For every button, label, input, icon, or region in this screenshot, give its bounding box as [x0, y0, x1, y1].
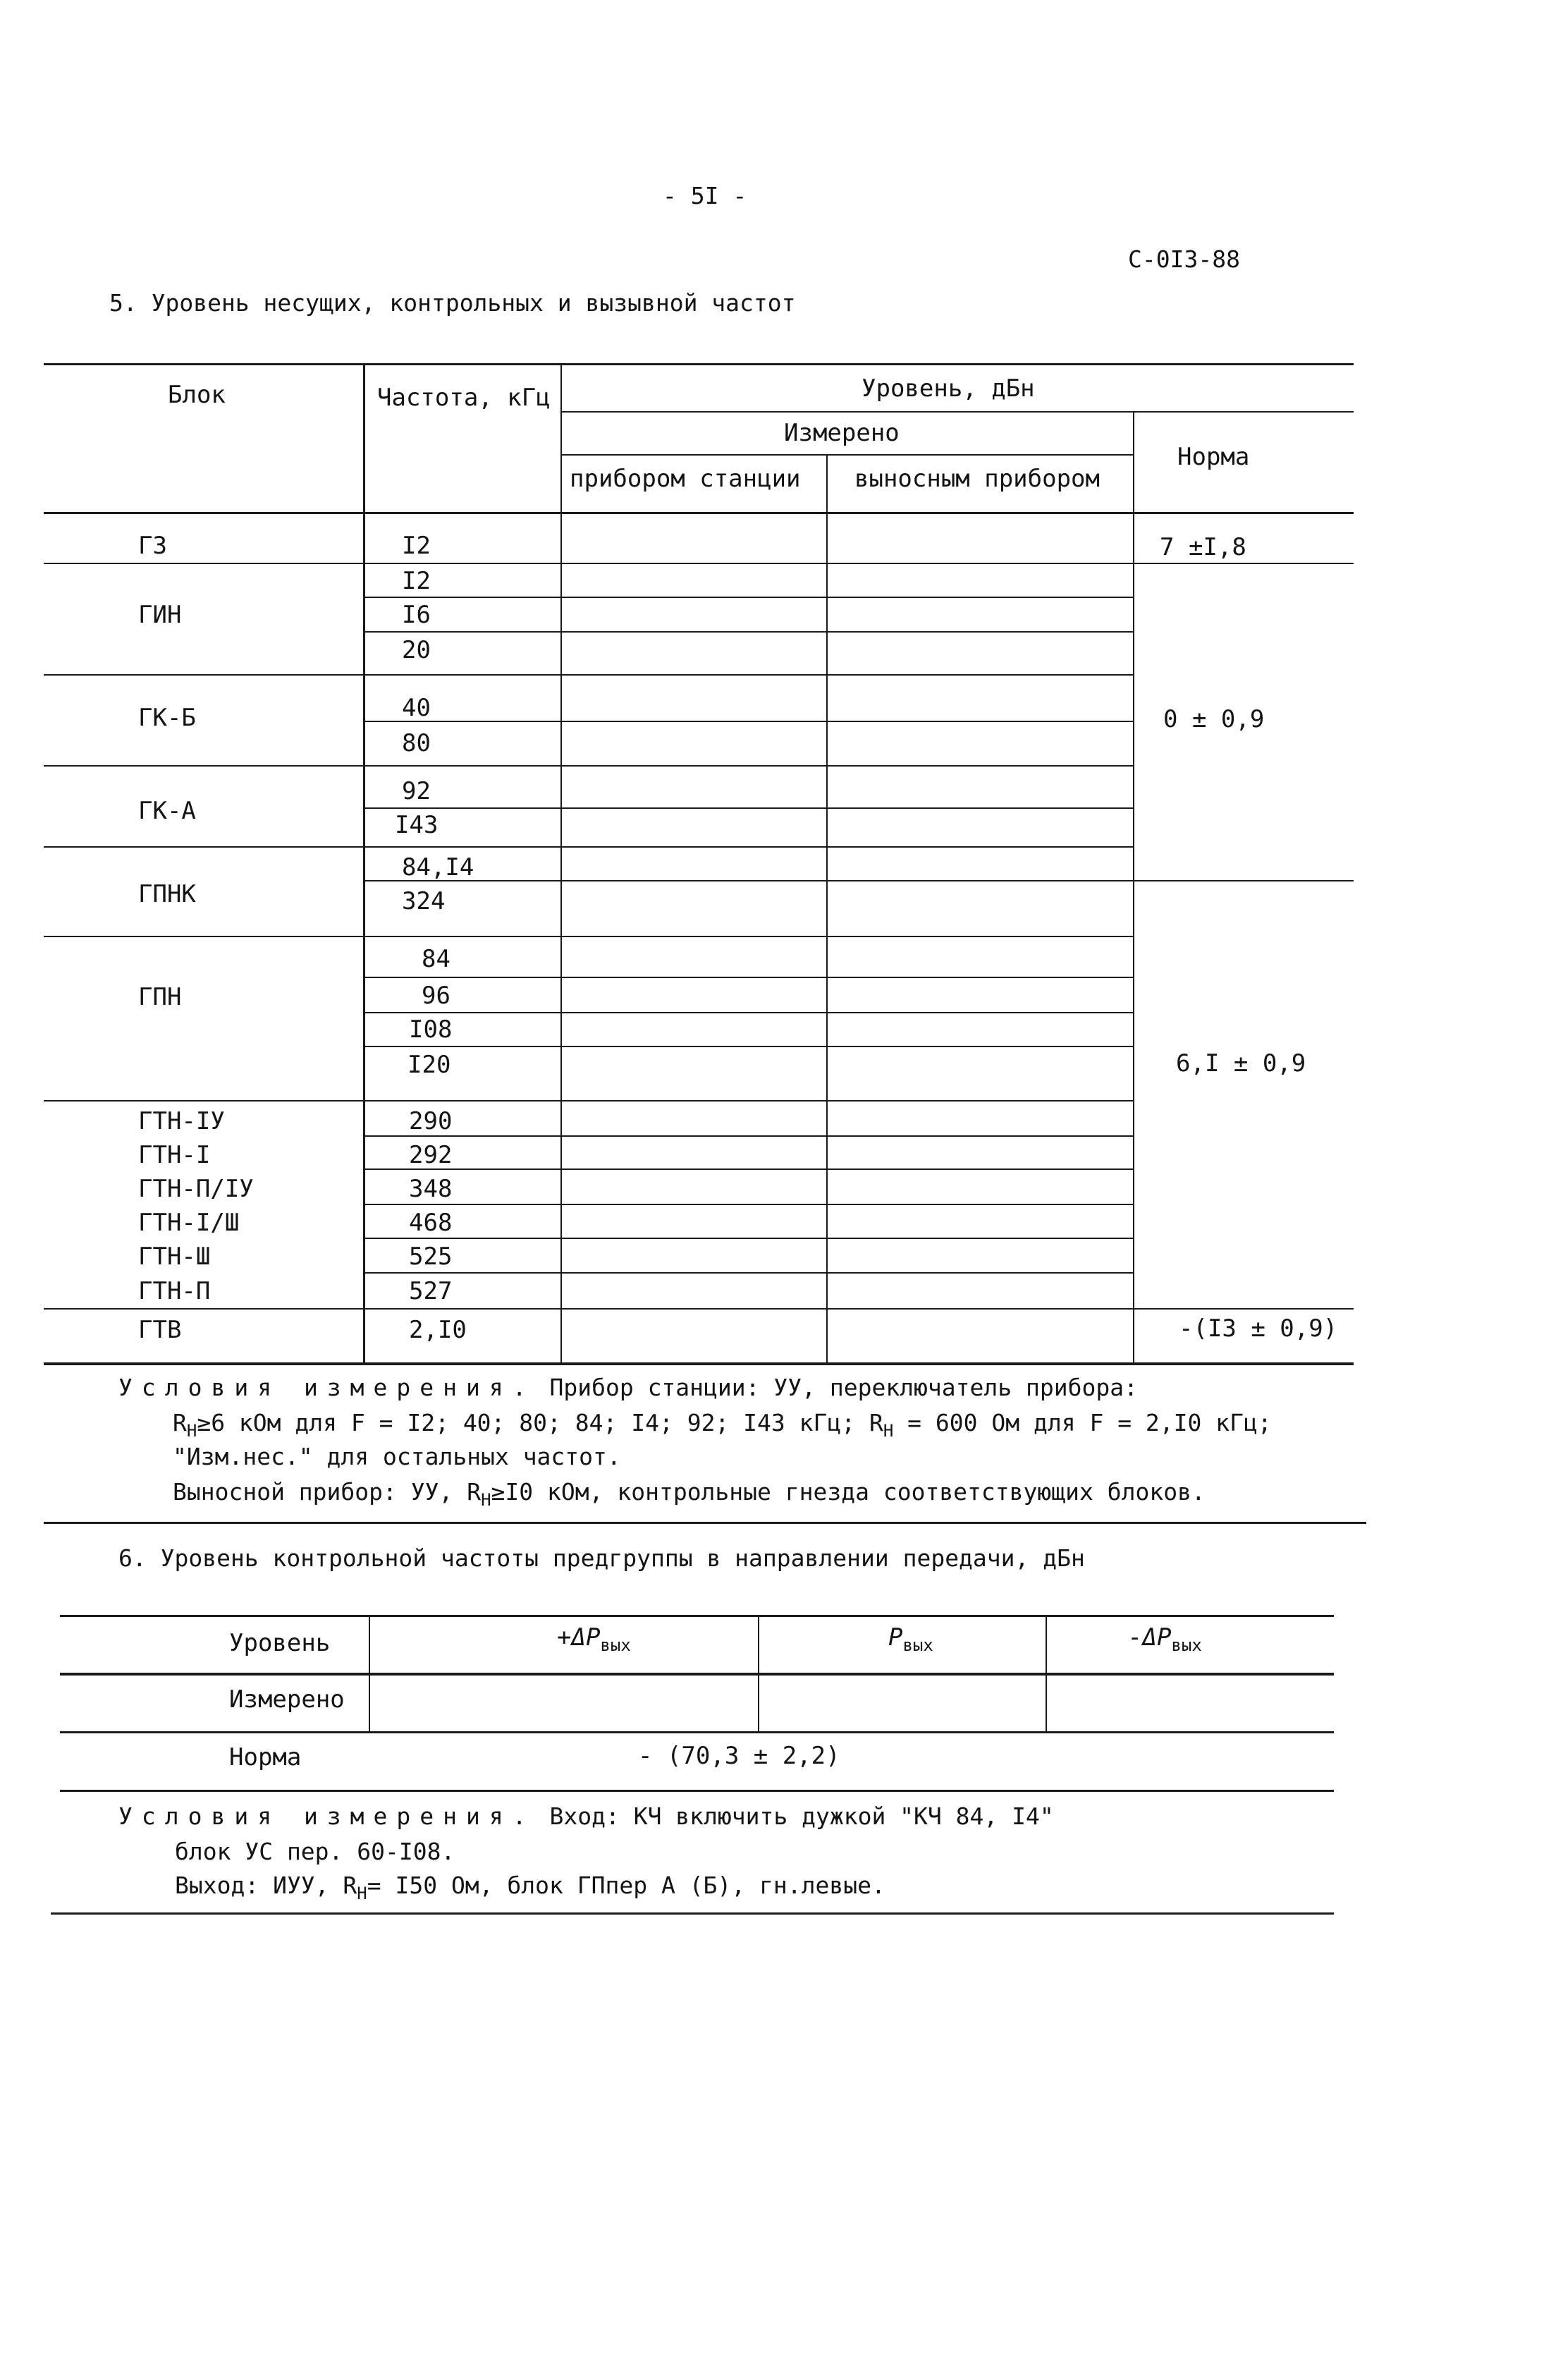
section5-conditions-line3: "Изм.нес." для остальных частот.: [173, 1443, 621, 1470]
block-name: ГТН-I/Ш: [138, 1209, 240, 1237]
block-name: ГПН: [138, 983, 182, 1011]
frequency-cell: 80: [402, 729, 431, 757]
col-header-frequency: Частота, кГц: [377, 384, 551, 412]
col-header-norm: Норма: [1177, 443, 1250, 471]
page-number: - 5I -: [663, 182, 747, 209]
frequency-cell: 84: [422, 945, 450, 973]
frequency-cell: 84,I4: [402, 853, 474, 881]
conditions-label: Условия измерения.: [118, 1802, 536, 1830]
section5-conditions-line2: [173, 1409, 1272, 1441]
conditions-text: = 600 Ом для F = 2,I0 кГц;: [893, 1409, 1272, 1436]
frequency-cell: 348: [409, 1175, 453, 1203]
subscript: вых: [1171, 1635, 1202, 1655]
block-name: ГТН-Ш: [138, 1243, 211, 1271]
conditions-label: Условия измерения.: [118, 1374, 536, 1401]
col-header-level: Уровень, дБн: [862, 374, 1035, 403]
divider: [51, 1912, 1334, 1915]
conditions-text: Выносной прибор: УУ, R: [173, 1478, 482, 1506]
col-header-by-remote: выносным прибором: [854, 465, 1100, 493]
frequency-cell: 2,I0: [409, 1316, 467, 1344]
frequency-cell: I6: [402, 601, 431, 629]
section5-conditions-line1: [118, 1374, 1138, 1401]
section6-conditions-line1: [118, 1802, 1054, 1830]
frequency-cell: 527: [409, 1277, 453, 1305]
block-name: ГТВ: [138, 1316, 182, 1344]
frequency-cell: 40: [402, 694, 431, 722]
section6-conditions-line3: [175, 1872, 885, 1903]
block-name: ГК-Б: [138, 704, 196, 732]
block-name: ГТН-I: [138, 1141, 211, 1169]
row-label-norm: Норма: [229, 1743, 302, 1771]
block-name: ГК-А: [138, 797, 196, 825]
col-p-out: [888, 1623, 933, 1655]
frequency-cell: I43: [395, 811, 439, 839]
conditions-text: ≥I0 кОм, контрольные гнезда соответствующих блоков.: [491, 1478, 1206, 1506]
subscript: H: [481, 1490, 491, 1510]
subscript: H: [883, 1421, 894, 1441]
block-name: ГТН-П: [138, 1277, 211, 1305]
frequency-cell: 290: [409, 1107, 453, 1135]
col-header-block: Блок: [168, 381, 226, 409]
row-label-measured: Измерено: [229, 1685, 345, 1714]
conditions-symbol: R: [173, 1409, 187, 1436]
frequency-cell: 92: [402, 777, 431, 805]
row-label-level: Уровень: [229, 1629, 331, 1657]
section5-conditions-line4: [173, 1478, 1206, 1510]
col-plus-delta-p: [557, 1623, 631, 1655]
col-header-measured: Измерено: [784, 419, 900, 447]
block-name: ГПНК: [138, 880, 196, 908]
norm-value: 7 ±I,8: [1160, 533, 1246, 561]
divider: [44, 1522, 1366, 1524]
document-code: С-0I3-88: [1128, 245, 1240, 273]
col-header-by-station: прибором станции: [570, 465, 801, 493]
frequency-cell: I20: [407, 1051, 451, 1079]
norm-value: - (70,3 ± 2,2): [638, 1742, 840, 1770]
symbol: P: [888, 1623, 903, 1652]
block-name: ГИН: [138, 601, 182, 629]
block-name: ГЗ: [138, 532, 167, 560]
symbol: -ΔP: [1128, 1623, 1172, 1652]
col-minus-delta-p: [1128, 1623, 1202, 1655]
norm-value: -(I3 ± 0,9): [1179, 1314, 1338, 1343]
symbol: +ΔP: [557, 1623, 601, 1652]
frequency-cell: 96: [422, 982, 450, 1010]
block-name: ГТН-IУ: [138, 1107, 225, 1135]
conditions-text: Прибор станции: УУ, переключатель прибора:: [535, 1374, 1138, 1401]
frequency-cell: 525: [409, 1243, 453, 1271]
frequency-cell: I08: [409, 1015, 453, 1044]
subscript: вых: [902, 1635, 933, 1655]
norm-value: 6,I ± 0,9: [1176, 1049, 1306, 1078]
block-name: ГТН-П/IУ: [138, 1175, 254, 1203]
conditions-text: = I50 Ом, блок ГПпер А (Б), гн.левые.: [367, 1872, 885, 1899]
frequency-cell: 468: [409, 1209, 453, 1237]
frequency-cell: 292: [409, 1141, 453, 1169]
frequency-cell: I2: [402, 567, 431, 595]
subscript: H: [357, 1884, 367, 1903]
section5-title: 5. Уровень несущих, контрольных и вызывной частот: [109, 289, 796, 317]
frequency-cell: 324: [402, 887, 446, 915]
norm-value: 0 ± 0,9: [1163, 705, 1265, 733]
conditions-text: ≥6 кОм для F = I2; 40; 80; 84; I4; 92; I43 кГц; R: [197, 1409, 883, 1436]
section6-title: 6. Уровень контрольной частоты предгруппы в направлении передачи, дБн: [118, 1544, 1085, 1572]
conditions-text: Вход: КЧ включить дужкой "КЧ 84, I4": [535, 1802, 1054, 1830]
section6-conditions-line2: блок УС пер. 60-I08.: [175, 1838, 455, 1865]
conditions-text: Выход: ИУУ, R: [175, 1872, 357, 1899]
subscript: H: [186, 1421, 197, 1441]
frequency-cell: I2: [402, 532, 431, 560]
subscript: вых: [600, 1635, 631, 1655]
frequency-cell: 20: [402, 636, 431, 664]
